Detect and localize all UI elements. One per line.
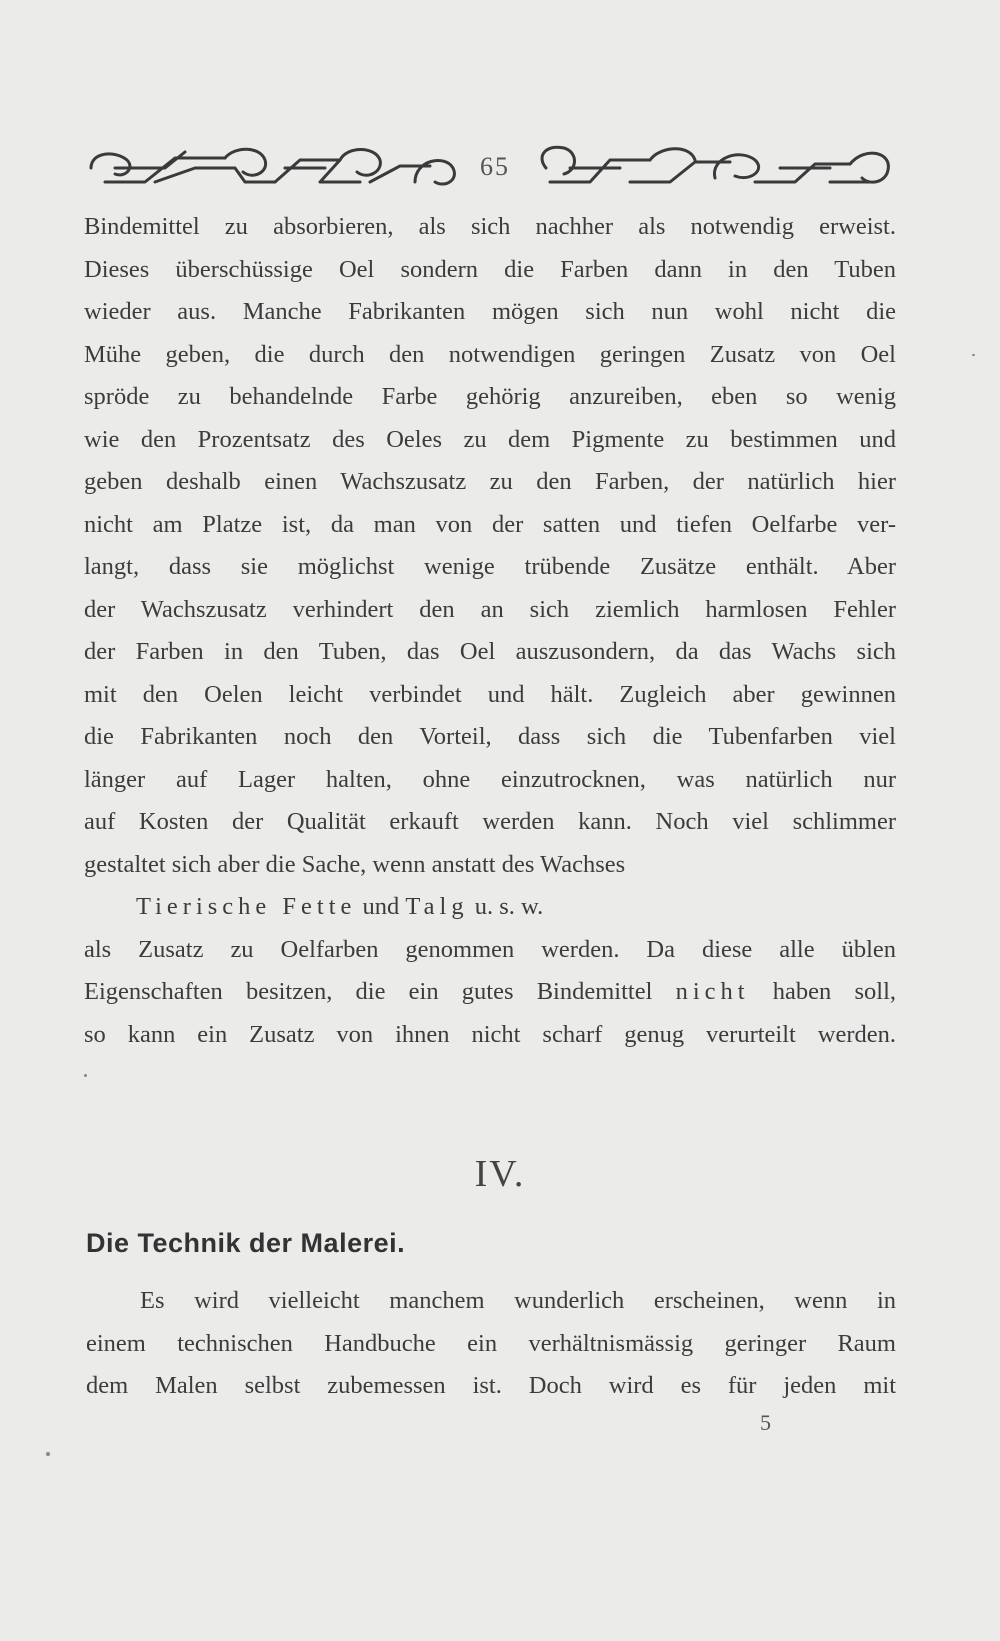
body-text-top xyxy=(84,206,896,1056)
body-text-bottom xyxy=(86,1280,896,1408)
text-line: nicht am Platze ist, da man von der satten und tiefen Oelfarbe ver- xyxy=(84,510,896,538)
text-line: Es wird vielleicht manchem wunderlich erscheinen, wenn in xyxy=(140,1287,896,1314)
text-line: Dieses überschüssige Oel sondern die Farben dann in den Tuben xyxy=(84,255,896,283)
text-line-with-emphasis xyxy=(84,971,896,1014)
ornament-left-icon xyxy=(85,138,460,198)
emphasis-word: nicht xyxy=(675,978,750,1005)
text-line: länger auf Lager halten, ohne einzutrocknen, was natürlich nur xyxy=(84,765,896,793)
section-heading: Die Technik der Malerei. xyxy=(86,1228,406,1258)
page-number: 65 xyxy=(480,152,510,181)
text-line: Bindemittel zu absorbieren, als sich nachher als notwendig erweist. xyxy=(84,213,896,240)
ornament-right-icon xyxy=(530,138,895,198)
text-line: wieder aus. Manche Fabrikanten mögen sich nun wohl nicht die xyxy=(84,298,896,325)
spaced-emphasis-line xyxy=(84,886,896,929)
page-header xyxy=(85,138,895,198)
text-line: geben deshalb einen Wachszusatz zu den Farben, der natürlich hier xyxy=(84,468,896,495)
paper-speck xyxy=(84,1074,87,1077)
text-line: als Zusatz zu Oelfarben genommen werden. Da diese alle üblen xyxy=(84,935,896,963)
text-fragment: haben soll, xyxy=(772,978,897,1005)
signature-mark: 5 xyxy=(760,1410,771,1435)
text-line: dem Malen selbst zubemessen ist. Doch wird es für jeden mit xyxy=(86,1372,896,1399)
abbreviation: u. s. w. xyxy=(474,893,544,920)
text-line: der Farben in den Tuben, das Oel auszusondern, da das Wachs sich xyxy=(84,638,896,665)
text-line: mit den Oelen leicht verbindet und hält. Zugleich aber gewinnen xyxy=(84,680,896,708)
connector-word: und xyxy=(362,893,400,920)
text-line: Mühe geben, die durch den notwendigen geringen Zusatz von Oel xyxy=(84,340,896,368)
text-line: einem technischen Handbuche ein verhältnismässig geringer Raum xyxy=(86,1329,896,1357)
text-line: gestaltet sich aber die Sache, wenn anstatt des Wachses xyxy=(84,850,626,878)
paper-speck xyxy=(972,354,975,356)
emphasis-term: Talg xyxy=(405,893,469,920)
text-line: der Wachszusatz verhindert den an sich ziemlich harmlosen Fehler xyxy=(84,595,896,623)
text-line: auf Kosten der Qualität erkauft werden kann. Noch viel schlimmer xyxy=(84,808,896,835)
text-line: so kann ein Zusatz von ihnen nicht scharf genug verurteilt werden. xyxy=(84,1020,896,1048)
text-line: die Fabrikanten noch den Vorteil, dass sich die Tubenfarben viel xyxy=(84,723,896,750)
section-numeral: IV. xyxy=(474,1153,526,1195)
paper-speck xyxy=(46,1452,50,1456)
text-fragment: Eigenschaften besitzen, die ein gutes Bindemittel xyxy=(84,978,653,1005)
emphasis-term: Tierische Fette xyxy=(136,893,357,920)
text-line: spröde zu behandelnde Farbe gehörig anzureiben, eben so wenig xyxy=(84,383,896,410)
text-line: langt, dass sie möglichst wenige trübende Zusätze enthält. Aber xyxy=(84,553,896,580)
text-line: wie den Prozentsatz des Oeles zu dem Pigmente zu bestimmen und xyxy=(84,425,896,453)
